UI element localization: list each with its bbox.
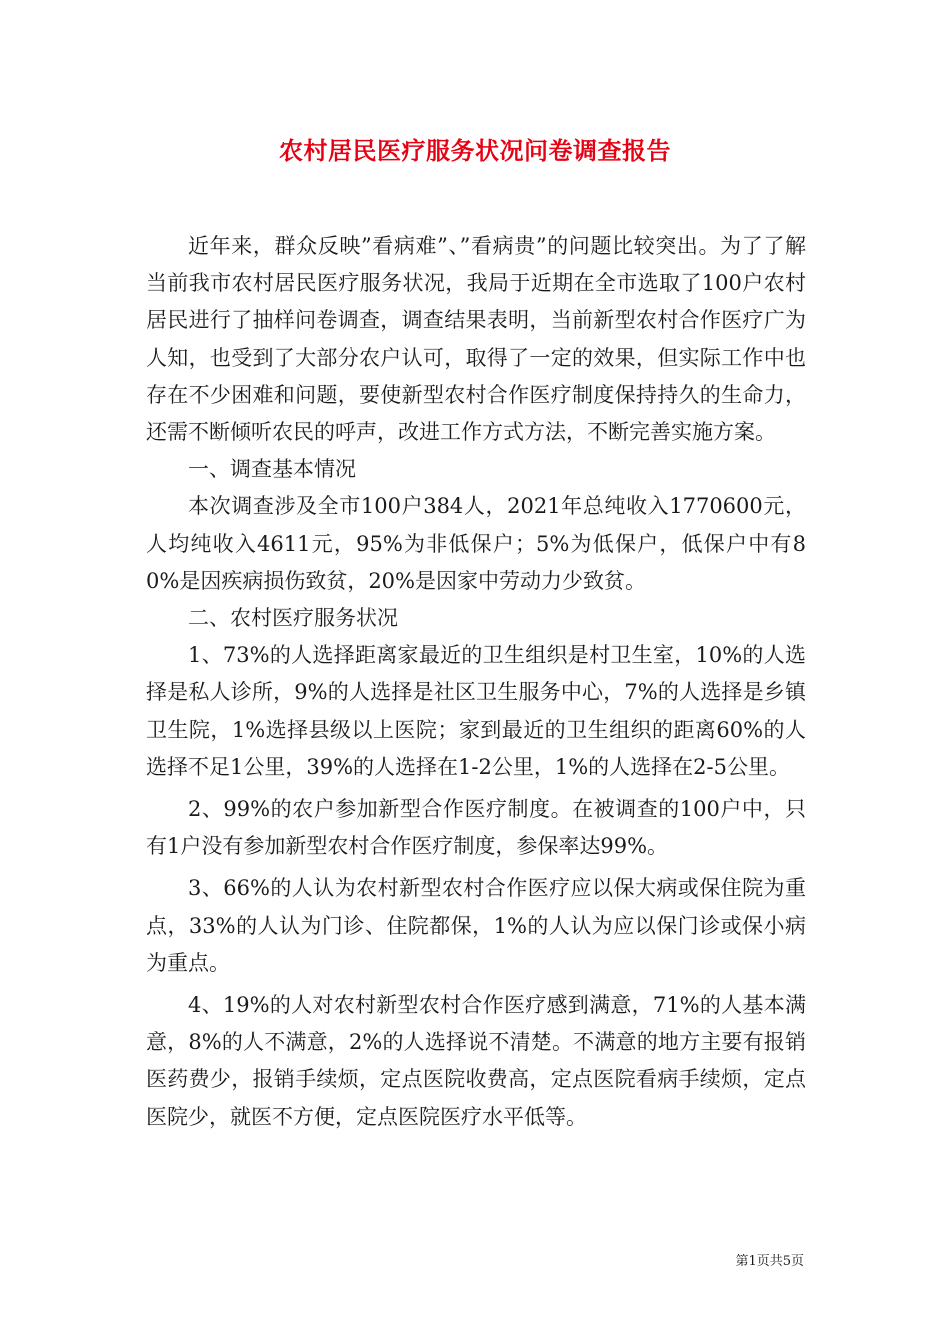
paragraph-item-3: 3、66%的人认为农村新型农村合作医疗应以保大病或保住院为重点，33%的人认为门诊、住院都保，1%的人认为应以保门诊或保小病为重点。 xyxy=(146,876,806,975)
paragraph-item-2: 2、99%的农户参加新型合作医疗制度。在被调查的100户中，只有1户没有参加新型农村合作医疗制度，参保率达99%。 xyxy=(146,797,806,859)
section-heading-1: 一、调查基本情况 xyxy=(188,457,356,482)
section-heading-2: 二、农村医疗服务状况 xyxy=(188,606,398,631)
paragraph-item-4: 4、19%的人对农村新型农村合作医疗感到满意，71%的人基本满意，8%的人不满意，2%的人选择说不清楚。不满意的地方主要有报销医药费少，报销手续烦，定点医院收费高，定点医院看病手续烦，定点医院少，就医不方便，定点医院医疗水平低等。 xyxy=(146,993,806,1129)
page-number: 第1页共5页 xyxy=(735,1254,804,1269)
document-body xyxy=(146,228,806,1136)
paragraph-basic-info: 本次调查涉及全市100户384人，2021年总纯收入1770600元，人均纯收入4611元，95%为非低保户；5%为低保户，低保户中有80%是因疾病损伤致贫，20%是因家中劳动力少致贫。 xyxy=(146,494,806,593)
paragraph-item-1: 1、73%的人选择距离家最近的卫生组织是村卫生室，10%的人选择是私人诊所，9%的人选择是社区卫生服务中心，7%的人选择是乡镇卫生院，1%选择县级以上医院；家到最近的卫生组织的距离60%的人选择不足1公里，39%的人选择在1-2公里，1%的人选择在2-5公里。 xyxy=(146,643,806,779)
document-title: 农村居民医疗服务状况问卷调查报告 xyxy=(279,136,671,165)
paragraph-intro: 近年来，群众反映”看病难”、”看病贵”的问题比较突出。为了了解当前我市农村居民医疗服务状况，我局于近期在全市选取了100户农村居民进行了抽样问卷调查，调查结果表明，当前新型农村合作医疗广为人知，也受到了大部分农户认可，取得了一定的效果，但实际工作中也存在不少困难和问题，要使新型农村合作医疗制度保持持久的生命力，还需不断倾听农民的呼声，改进工作方式方法，不断完善实施方案。 xyxy=(146,234,806,445)
